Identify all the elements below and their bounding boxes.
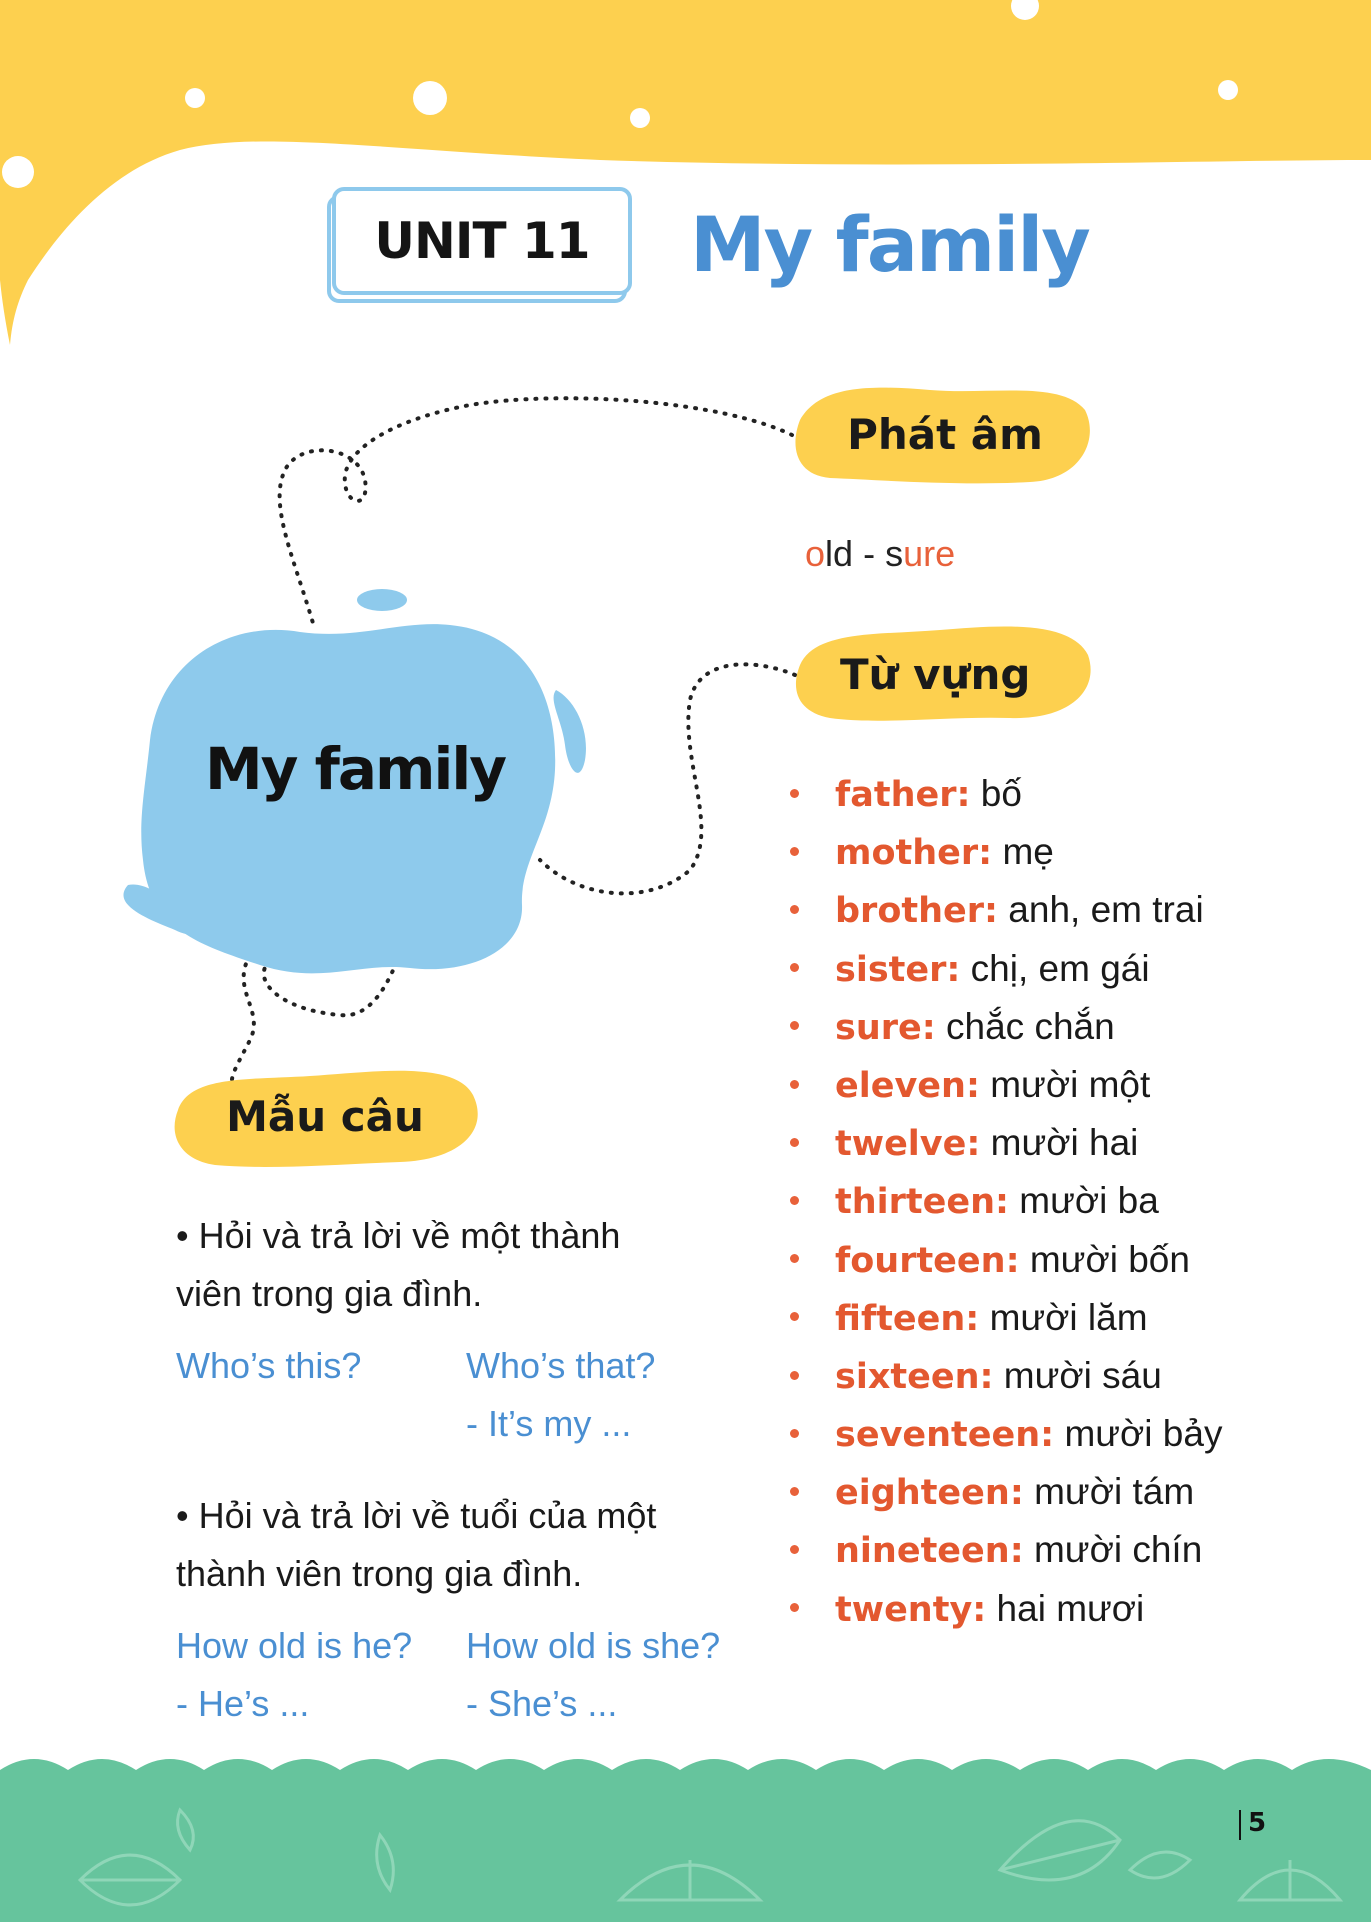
- vocabulary-list: [790, 765, 1222, 1638]
- vocab-item: [790, 1580, 1222, 1638]
- vocab-item: [790, 1405, 1222, 1463]
- page-number: 5: [1248, 1808, 1267, 1838]
- answer-hes: - He’s ...: [176, 1683, 310, 1724]
- vocab-meaning: bố: [970, 773, 1022, 814]
- answer-its-my: - It’s my ...: [466, 1403, 632, 1444]
- vocab-item: [790, 1521, 1222, 1579]
- vocab-meaning: mười chín: [1023, 1529, 1203, 1571]
- vocab-meaning: anh, em trai: [998, 889, 1204, 931]
- vocab-meaning: mười lăm: [979, 1296, 1148, 1338]
- tu-vung-heading: Từ vựng: [840, 650, 1031, 699]
- sentence-block2-line2: thành viên trong gia đình.: [176, 1553, 583, 1594]
- pron-word1-rest: ld: [825, 533, 854, 574]
- bullet-icon: [790, 1312, 799, 1321]
- vocab-meaning: mười một: [979, 1063, 1151, 1105]
- vocab-word: twelve:: [835, 1124, 981, 1165]
- pronunciation-words: [805, 533, 955, 575]
- question-how-old-he: How old is he?: [176, 1625, 413, 1666]
- vocab-meaning: mười bốn: [1019, 1238, 1190, 1280]
- vocab-meaning: mười tám: [1023, 1471, 1195, 1513]
- vocab-item: [790, 1347, 1222, 1405]
- bullet-icon: [790, 789, 799, 798]
- bullet-icon: [790, 905, 799, 914]
- vocab-word: thirteen:: [835, 1182, 1010, 1223]
- unit-label: UNIT 11: [374, 212, 590, 270]
- vocab-word: sister:: [835, 949, 961, 990]
- vocab-meaning: chị, em gái: [960, 947, 1150, 989]
- bullet-icon: [790, 963, 799, 972]
- bullet-icon: [790, 1429, 799, 1438]
- bullet-icon: [790, 1603, 799, 1612]
- bullet-icon: [790, 1254, 799, 1263]
- vocab-meaning: mẹ: [992, 831, 1054, 873]
- vocab-word: fourteen:: [835, 1240, 1020, 1281]
- vocab-word: eighteen:: [835, 1473, 1024, 1514]
- bullet-icon: [790, 1487, 799, 1496]
- question-whos-this: Who’s this?: [176, 1345, 362, 1386]
- vocab-word: eleven:: [835, 1065, 980, 1106]
- pron-word2-highlight: ure: [903, 533, 956, 574]
- vocab-meaning: mười hai: [980, 1122, 1139, 1164]
- phat-am-heading: Phát âm: [847, 410, 1043, 459]
- vocab-word: brother:: [835, 891, 999, 932]
- vocab-item: [790, 1172, 1222, 1230]
- vocab-meaning: hai mươi: [986, 1587, 1145, 1629]
- vocab-meaning: mười ba: [1009, 1180, 1159, 1222]
- pron-word1-highlight: o: [805, 533, 826, 574]
- vocab-word: sure:: [835, 1007, 936, 1048]
- vocab-meaning: mười bảy: [1054, 1413, 1223, 1455]
- bullet-icon: [790, 847, 799, 856]
- bullet-icon: [790, 1371, 799, 1380]
- vocab-word: sixteen:: [835, 1356, 994, 1397]
- vocab-word: seventeen:: [835, 1415, 1055, 1456]
- vocab-word: mother:: [835, 833, 993, 874]
- vocab-word: fifteen:: [835, 1298, 980, 1339]
- bottom-green-wave: [0, 1759, 1371, 1922]
- question-how-old-she: How old is she?: [466, 1625, 721, 1666]
- bullet-icon: [790, 1080, 799, 1089]
- vocab-item: [790, 1463, 1222, 1521]
- vocab-item: [790, 1231, 1222, 1289]
- vocab-meaning: chắc chắn: [935, 1005, 1115, 1047]
- vocab-item: [790, 1056, 1222, 1114]
- vocab-word: father:: [835, 775, 971, 815]
- mindmap-center-label: My family: [204, 735, 506, 803]
- sentence-block2-line1: • Hỏi và trả lời về tuổi của một: [176, 1495, 657, 1536]
- question-whos-that: Who’s that?: [466, 1345, 656, 1386]
- bullet-icon: [790, 1545, 799, 1554]
- vocab-item: [790, 881, 1222, 939]
- vocab-item: [790, 1114, 1222, 1172]
- sentence-block1-line2: viên trong gia đình.: [176, 1273, 483, 1314]
- vocab-item: [790, 940, 1222, 998]
- answer-shes: - She’s ...: [466, 1683, 618, 1724]
- bullet-icon: [790, 1021, 799, 1030]
- sentence-block1-line1: • Hỏi và trả lời về một thành: [176, 1215, 621, 1256]
- pron-separator: -: [853, 533, 886, 574]
- vocab-item: [790, 998, 1222, 1056]
- top-yellow-wave: [0, 0, 1371, 345]
- mau-cau-heading: Mẫu câu: [226, 1092, 424, 1141]
- vocab-item: [790, 1289, 1222, 1347]
- vocab-item: [790, 765, 1222, 823]
- vocab-word: twenty:: [835, 1589, 987, 1630]
- bullet-icon: [790, 1138, 799, 1147]
- vocab-word: nineteen:: [835, 1531, 1024, 1572]
- bullet-icon: [790, 1196, 799, 1205]
- vocab-item: [790, 823, 1222, 881]
- pron-word2-start: s: [885, 533, 904, 574]
- page-title: My family: [690, 200, 1089, 289]
- vocab-meaning: mười sáu: [993, 1354, 1162, 1396]
